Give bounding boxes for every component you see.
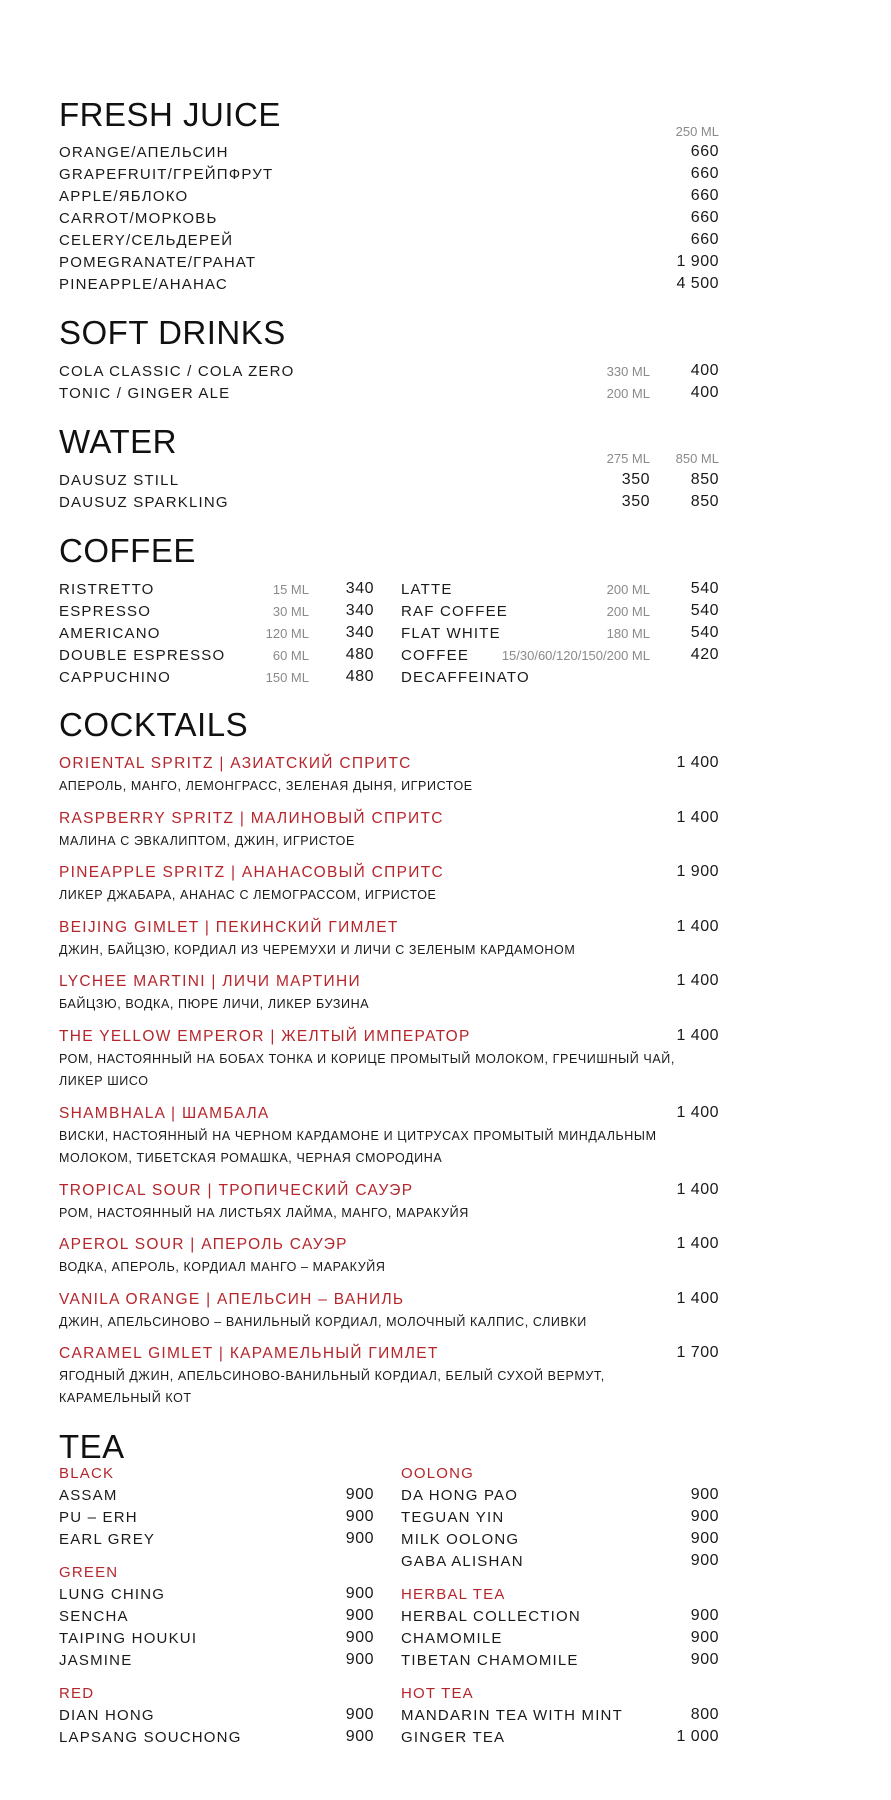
coffee-item-price: 480 — [345, 646, 374, 663]
juice-item-price: 660 — [690, 209, 719, 226]
tea-item-name: SENCHA — [59, 1608, 129, 1625]
tea-category: HOT TEA — [401, 1685, 474, 1702]
tea-category: GREEN — [59, 1564, 119, 1581]
coffee-item-price: 540 — [690, 624, 719, 641]
fresh-juice-volume: 250 ML — [675, 124, 719, 139]
cocktail-description: ДЖИН, АПЕЛЬСИНОВО – ВАНИЛЬНЫЙ КОРДИАЛ, МОЛОЧНЫЙ КАЛПИС, СЛИВКИ — [59, 1314, 587, 1329]
cocktail-description: КАРАМЕЛЬНЫЙ КОТ — [59, 1391, 192, 1405]
tea-item-price: 900 — [345, 1706, 374, 1723]
tea-item-price: 800 — [690, 1706, 719, 1723]
tea-item-price: 900 — [345, 1508, 374, 1525]
juice-item-name: APPLE/ЯБЛОКО — [59, 188, 189, 205]
cocktail-price: 1 400 — [676, 1026, 719, 1044]
tea-item-name: GINGER TEA — [401, 1729, 506, 1746]
coffee-item-name: FLAT WHITE — [401, 625, 501, 642]
coffee-item-price: 540 — [690, 580, 719, 597]
coffee-item-name: COFFEE — [401, 647, 470, 664]
coffee-item-price: 420 — [690, 646, 719, 663]
coffee-item-name: AMERICANO — [59, 625, 161, 642]
tea-item-price: 1 000 — [676, 1728, 719, 1745]
cocktail-name: THE YELLOW EMPEROR | ЖЕЛТЫЙ ИМПЕРАТОР — [59, 1027, 471, 1045]
coffee-item-volume: 15 ML — [272, 582, 309, 597]
tea-item-price: 900 — [690, 1629, 719, 1646]
water-price-large: 850 — [690, 471, 719, 488]
juice-item-name: ORANGE/АПЕЛЬСИН — [59, 144, 229, 161]
coffee-item-price: 340 — [345, 624, 374, 641]
water-price-small: 350 — [621, 471, 650, 488]
cocktail-description: ЯГОДНЫЙ ДЖИН, АПЕЛЬСИНОВО-ВАНИЛЬНЫЙ КОРДИАЛ, БЕЛЫЙ СУХОЙ ВЕРМУТ, — [59, 1369, 605, 1383]
tea-category: RED — [59, 1685, 95, 1702]
cocktail-price: 1 400 — [676, 1180, 719, 1198]
tea-item-price: 900 — [345, 1530, 374, 1547]
juice-item-name: CELERY/СЕЛЬДЕРЕЙ — [59, 232, 234, 249]
section-title-tea: TEA — [59, 1428, 125, 1465]
coffee-item-price: 340 — [345, 602, 374, 619]
cocktail-name: ORIENTAL SPRITZ | АЗИАТСКИЙ СПРИТС — [59, 755, 412, 772]
tea-item-name: CHAMOMILE — [401, 1630, 503, 1647]
tea-item-price: 900 — [690, 1508, 719, 1525]
section-title-fresh-juice: FRESH JUICE — [59, 96, 281, 133]
section-title-cocktails: COCKTAILS — [59, 706, 249, 743]
tea-item-name: JASMINE — [59, 1652, 133, 1669]
tea-item-name: LUNG CHING — [59, 1586, 166, 1603]
soft-drink-volume: 200 ML — [606, 386, 650, 401]
cocktail-price: 1 400 — [676, 1103, 719, 1121]
coffee-item-price: 480 — [345, 668, 374, 685]
water-price-small: 350 — [621, 493, 650, 510]
coffee-item-volume: 150 ML — [265, 670, 309, 685]
section-title-water: WATER — [59, 423, 177, 460]
tea-category: BLACK — [59, 1465, 115, 1482]
cocktail-price: 1 400 — [676, 808, 719, 826]
cocktail-name: APEROL SOUR | АПЕРОЛЬ САУЭР — [59, 1236, 348, 1253]
coffee-item-name: RAF COFFEE — [401, 603, 509, 620]
tea-item-price: 900 — [345, 1486, 374, 1503]
tea-item-name: DA HONG PAO — [401, 1487, 519, 1504]
juice-item-name: POMEGRANATE/ГРАНАТ — [59, 254, 257, 271]
tea-item-price: 900 — [690, 1651, 719, 1668]
tea-item-price: 900 — [345, 1728, 374, 1745]
cocktail-price: 1 400 — [676, 1235, 719, 1252]
coffee-item-name: ESPRESSO — [59, 603, 152, 620]
coffee-item-name: LATTE — [401, 581, 453, 598]
cocktail-description: ДЖИН, БАЙЦЗЮ, КОРДИАЛ ИЗ ЧЕРЕМУХИ И ЛИЧИ С ЗЕЛЕНЫМ КАРДАМОНОМ — [59, 942, 576, 957]
cocktail-price: 1 400 — [676, 1289, 719, 1307]
water-volume-small: 275 ML — [606, 451, 650, 466]
soft-drink-name: TONIC / GINGER ALE — [59, 385, 231, 402]
tea-item-price: 900 — [345, 1629, 374, 1646]
tea-item-name: EARL GREY — [59, 1531, 156, 1548]
tea-item-name: TAIPING HOUKUI — [59, 1630, 198, 1647]
coffee-item-price: 340 — [345, 580, 374, 597]
tea-item-price: 900 — [690, 1486, 719, 1503]
tea-item-name: DIAN HONG — [59, 1707, 155, 1724]
juice-item-name: PINEAPPLE/АНАНАС — [59, 276, 228, 293]
tea-item-name: GABA ALISHAN — [401, 1553, 524, 1570]
cocktail-name: SHAMBHALA | ШАМБАЛА — [59, 1104, 270, 1122]
coffee-item-name: DECAFFEINATO — [401, 669, 530, 686]
tea-item-name: TIBETAN CHAMOMILE — [401, 1652, 579, 1669]
tea-item-name: HERBAL COLLECTION — [401, 1608, 581, 1625]
coffee-item-price: 540 — [690, 602, 719, 619]
juice-item-name: GRAPEFRUIT/ГРЕЙПФРУТ — [59, 166, 274, 183]
tea-item-name: ASSAM — [59, 1487, 118, 1504]
juice-item-price: 660 — [690, 165, 719, 182]
cocktail-price: 1 400 — [676, 972, 719, 989]
soft-drink-price: 400 — [690, 384, 719, 401]
cocktail-name: BEIJING GIMLET | ПЕКИНСКИЙ ГИМЛЕТ — [59, 918, 399, 936]
water-price-large: 850 — [690, 493, 719, 510]
tea-item-price: 900 — [690, 1552, 719, 1569]
tea-item-price: 900 — [690, 1530, 719, 1547]
juice-item-price: 1 900 — [676, 253, 719, 270]
cocktail-name: VANILA ORANGE | АПЕЛЬСИН – ВАНИЛЬ — [59, 1290, 405, 1308]
coffee-item-volume: 15/30/60/120/150/200 ML — [501, 648, 650, 663]
cocktail-price: 1 400 — [676, 754, 719, 771]
cocktail-name: LYCHEE MARTINI | ЛИЧИ МАРТИНИ — [59, 973, 361, 990]
tea-item-name: TEGUAN YIN — [401, 1509, 505, 1526]
water-volume-large: 850 ML — [675, 451, 719, 466]
cocktail-description: ВОДКА, АПЕРОЛЬ, КОРДИАЛ МАНГО – МАРАКУЙЯ — [59, 1260, 386, 1274]
tea-item-name: MANDARIN TEA WITH MINT — [401, 1707, 623, 1724]
soft-drink-price: 400 — [690, 362, 719, 379]
tea-item-name: LAPSANG SOUCHONG — [59, 1729, 242, 1746]
cocktail-name: CARAMEL GIMLET | КАРАМЕЛЬНЫЙ ГИМЛЕТ — [59, 1345, 439, 1362]
tea-category: HERBAL TEA — [401, 1586, 506, 1603]
coffee-item-volume: 30 ML — [272, 604, 309, 619]
tea-item-price: 900 — [690, 1607, 719, 1624]
cocktail-price: 1 400 — [676, 917, 719, 935]
coffee-item-volume: 180 ML — [606, 626, 650, 641]
cocktail-description: ВИСКИ, НАСТОЯННЫЙ НА ЧЕРНОМ КАРДАМОНЕ И ЦИТРУСАХ ПРОМЫТЫЙ МИНДАЛЬНЫМ — [59, 1128, 657, 1143]
cocktail-description: МОЛОКОМ, ТИБЕТСКАЯ РОМАШКА, ЧЕРНАЯ СМОРОДИНА — [59, 1150, 443, 1165]
cocktail-description: МАЛИНА С ЭВКАЛИПТОМ, ДЖИН, ИГРИСТОЕ — [59, 833, 355, 848]
section-title-soft-drinks: SOFT DRINKS — [59, 314, 286, 351]
cocktail-description: БАЙЦЗЮ, ВОДКА, ПЮРЕ ЛИЧИ, ЛИКЕР БУЗИНА — [59, 997, 370, 1011]
tea-category: OOLONG — [401, 1465, 475, 1482]
water-item-name: DAUSUZ SPARKLING — [59, 494, 229, 511]
tea-item-price: 900 — [345, 1651, 374, 1668]
coffee-item-volume: 200 ML — [606, 604, 650, 619]
tea-item-price: 900 — [345, 1607, 374, 1624]
cocktail-description: АПЕРОЛЬ, МАНГО, ЛЕМОНГРАСС, ЗЕЛЕНАЯ ДЫНЯ, ИГРИСТОЕ — [59, 779, 473, 793]
cocktail-description: ЛИКЕР ШИСО — [59, 1073, 149, 1088]
cocktail-name: TROPICAL SOUR | ТРОПИЧЕСКИЙ САУЭР — [59, 1181, 414, 1199]
coffee-item-name: DOUBLE ESPRESSO — [59, 647, 226, 664]
juice-item-price: 4 500 — [676, 275, 719, 292]
coffee-item-volume: 200 ML — [606, 582, 650, 597]
juice-item-name: CARROT/МОРКОВЬ — [59, 210, 218, 227]
cocktail-name: RASPBERRY SPRITZ | МАЛИНОВЫЙ СПРИТС — [59, 809, 444, 827]
cocktail-price: 1 700 — [676, 1344, 719, 1361]
cocktail-price: 1 900 — [676, 863, 719, 880]
tea-item-price: 900 — [345, 1585, 374, 1602]
coffee-item-volume: 120 ML — [265, 626, 309, 641]
juice-item-price: 660 — [690, 231, 719, 248]
juice-item-price: 660 — [690, 187, 719, 204]
cocktail-name: PINEAPPLE SPRITZ | АНАНАСОВЫЙ СПРИТС — [59, 864, 444, 881]
cocktail-description: РОМ, НАСТОЯННЫЙ НА БОБАХ ТОНКА И КОРИЦЕ ПРОМЫТЫЙ МОЛОКОМ, ГРЕЧИШНЫЙ ЧАЙ, — [59, 1051, 675, 1066]
tea-item-name: PU – ERH — [59, 1509, 138, 1526]
coffee-item-name: CAPPUCHINO — [59, 669, 172, 686]
coffee-item-volume: 60 ML — [272, 648, 309, 663]
soft-drink-volume: 330 ML — [606, 364, 650, 379]
juice-item-price: 660 — [690, 143, 719, 160]
cocktail-description: РОМ, НАСТОЯННЫЙ НА ЛИСТЬЯХ ЛАЙМА, МАНГО, МАРАКУЙЯ — [59, 1205, 469, 1220]
water-item-name: DAUSUZ STILL — [59, 472, 180, 489]
coffee-item-name: RISTRETTO — [59, 581, 155, 598]
section-title-coffee: COFFEE — [59, 532, 196, 569]
soft-drink-name: COLA CLASSIC / COLA ZERO — [59, 363, 295, 380]
cocktail-description: ЛИКЕР ДЖАБАРА, АНАНАС С ЛЕМОГРАССОМ, ИГРИСТОЕ — [59, 888, 437, 902]
tea-item-name: MILK OOLONG — [401, 1531, 520, 1548]
